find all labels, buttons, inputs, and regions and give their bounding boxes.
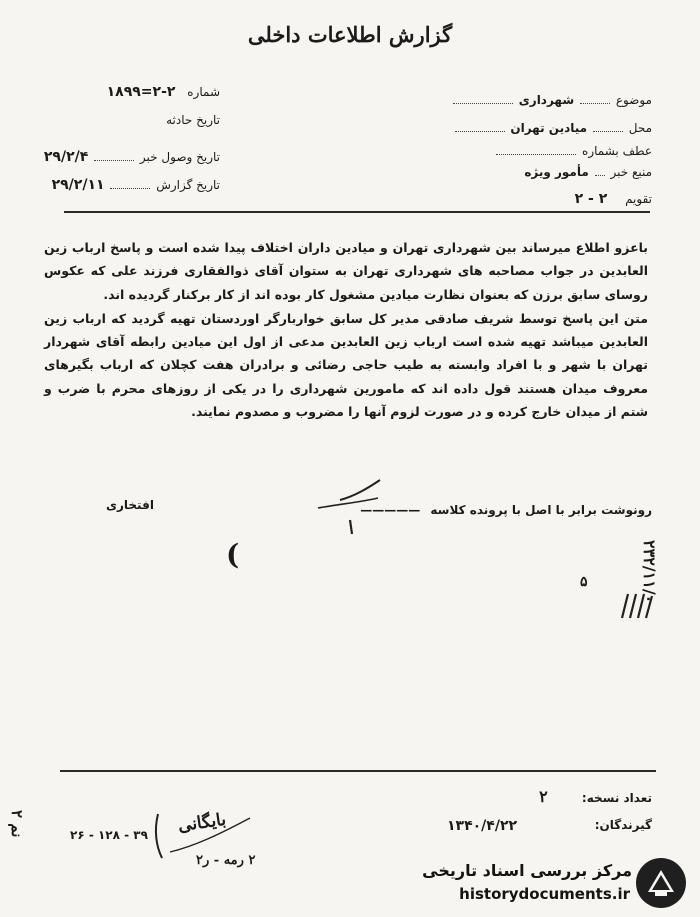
- body-paragraph-1: باعزو اطلاع میرساند بین شهرداری تهران و میادین داران اختلاف پیدا شده است و پاسخ ارباب زین العابدین در جواب مصاحبه های شهرداری تهران به ستوان آقای ذوالفقاری فرزند علی که عکوس روسای سابق برزن که بعنوان نظارت میادین مشغول کار بوده اند از کار برکنار گردیده اند.: [44, 240, 648, 302]
- margin-side-mark: ۵: [580, 574, 588, 590]
- body-paragraph-2: متن این پاسخ توسط شریف صادقی مدیر کل سابق خواربارگر اوردستان تهیه گردید که ارباب زین العابدین میباشد تهیه شده است ارباب زین العابدین مدعی از اول این میادین رابطه آقای شهردار تهران با شهر و با افراد وابسته به طیب حاجی رضائی و برادران هفت کچلان که ارباب بگیرهای معروف میدان هستند قول داده اند که مامورین شهرداری را در یکی از روزهای محرم با ضرب و شتم از میدان خارج کرده و در صورت لزوم آنها را مضروب و مصدوم نمایند.: [44, 310, 648, 420]
- incident-date-field: [166, 113, 220, 127]
- reviewers-field: [595, 818, 652, 832]
- subject-field: [451, 93, 652, 107]
- initials-mark-icon: [300, 474, 390, 544]
- source-value: مأمور ویژه: [524, 165, 589, 179]
- report-date-value: ۲۹/۲/۱۱: [51, 177, 105, 193]
- number-value: ۲-۲=۱۸۹۹: [106, 84, 176, 100]
- place-value: میادین تهران: [510, 121, 588, 135]
- reporter-signature: افتخاری: [106, 498, 154, 512]
- footer-divider: [60, 770, 656, 772]
- rating-value: ۲ - ۲: [574, 191, 608, 207]
- copy-line-dashes: —————: [360, 503, 421, 517]
- watermark-url[interactable]: historydocuments.ir: [459, 885, 630, 903]
- margin-vertical-note: ۲۳۲/۱۱/۰: [640, 540, 659, 604]
- place-field: [453, 121, 652, 135]
- scribble-mark-icon: [618, 588, 658, 624]
- watermark-title: مرکز بررسی اسناد تاریخی: [422, 861, 632, 880]
- subject-label: موضوع: [615, 93, 652, 107]
- copies-field: [539, 787, 652, 806]
- rating-label: تقویم: [625, 192, 652, 206]
- handwritten-signature: بایگانی: [176, 809, 228, 837]
- report-date-field: [52, 177, 220, 193]
- number-label: شماره: [187, 85, 220, 99]
- report-body: [44, 236, 648, 424]
- signature-sub-note: ۲ رمه - ر۲: [196, 853, 256, 868]
- source-field: [524, 165, 652, 179]
- copy-line: [360, 503, 652, 517]
- header-divider: [64, 211, 650, 213]
- report-date-label: تاریخ گزارش: [156, 178, 220, 192]
- document-title: گزارش اطلاعات داخلی: [247, 22, 453, 47]
- copies-label: تعداد نسخه:: [581, 791, 652, 805]
- place-label: محل: [628, 121, 652, 135]
- receipt-date-field: [44, 149, 220, 165]
- copies-value: ۲: [539, 787, 548, 806]
- followup-field: [494, 144, 652, 158]
- date-stamp: ۱۳۴۰/۴/۲۲: [447, 818, 518, 834]
- receipt-date-value: ۲۹/۲/۴: [43, 149, 89, 165]
- followup-label: عطف بشماره: [582, 144, 652, 158]
- number-field: [107, 84, 220, 100]
- copy-line-label: رونوشت برابر با اصل با پرونده کلاسه: [430, 503, 652, 517]
- reviewers-label: گیرندگان:: [594, 818, 652, 832]
- subject-value: شهرداری: [518, 93, 575, 107]
- left-file-note: ۲۶ - ۱۲۸ - ۳۹: [70, 828, 148, 842]
- receipt-date-label: تاریخ وصول خبر: [139, 150, 220, 164]
- corner-mark: ۲ نم: [8, 810, 26, 838]
- margin-paren-mark: (: [226, 538, 240, 571]
- rating-field: [575, 191, 652, 207]
- source-label: منبع خبر: [610, 165, 652, 179]
- archive-logo-icon: [634, 856, 688, 910]
- incident-date-label: تاریخ حادثه: [166, 113, 220, 127]
